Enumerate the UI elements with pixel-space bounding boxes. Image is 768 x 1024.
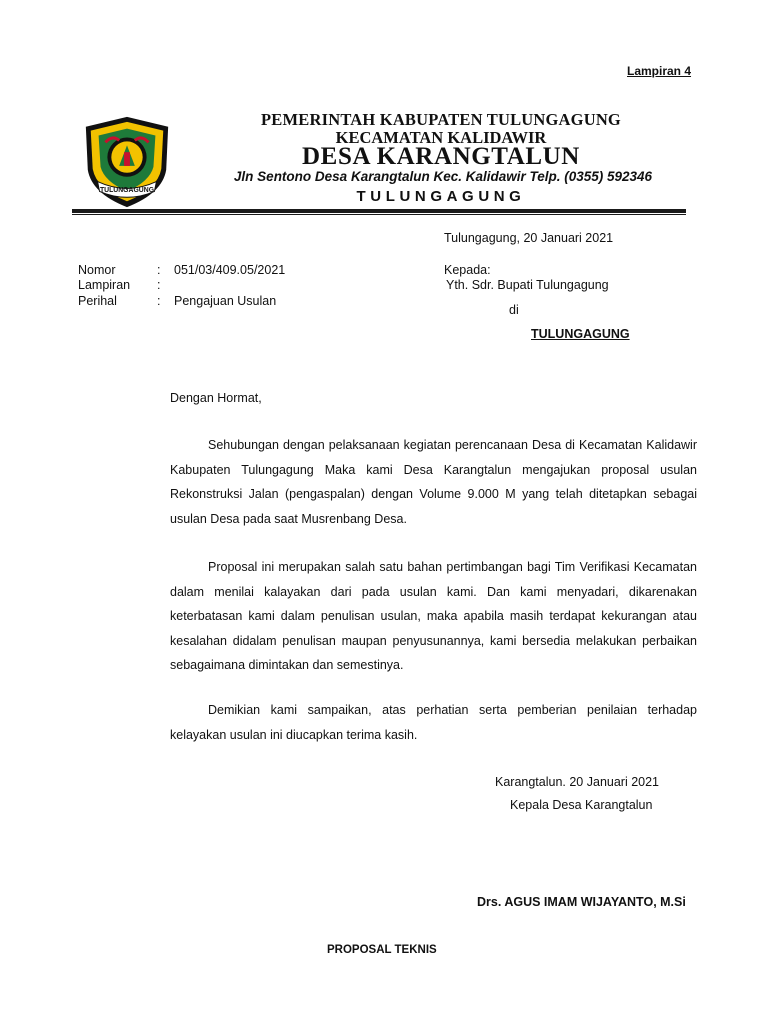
letterhead-village: DESA KARANGTALUN [302,143,580,170]
body-paragraph-1: Sehubungan dengan pelaksanaan kegiatan perencanaan Desa di Kecamatan Kalidawir Kabupaten Tulungagung Maka kami Desa Karangtalun mengajukan proposal usulan Rekonstruksi Jalan (pengaspalan) dengan Volume 9.000 M yang telah ditetapkan sebagai usulan Desa pada saat Musrenbang Desa. [170,438,697,526]
letterhead-address: Jln Sentono Desa Karangtalun Kec. Kalidawir Telp. (0355) 592346 [233,169,653,184]
nomor-value: 051/03/409.05/2021 [174,263,286,277]
regency-emblem-logo [78,113,176,211]
recipient-di: di [509,303,519,317]
recipient-kepada: Kepada: [444,263,491,277]
recipient-place: TULUNGAGUNG [531,327,630,341]
body-paragraph-2: Proposal ini merupakan salah satu bahan pertimbangan bagi Tim Verifikasi Kecamatan dalam menilai kalayakan dari pada usulan kami. Dan kami menyadari, dikarenakan keterbatasan kami dalam penulisan usulan, maka apabila masih terdapat kekurangan atau kesalahan didalam penulisan maupan penyusunannya, kami bersedia melakukan perbaikan sebagaimana dimintakan dan semestinya. [170,560,697,672]
lampiran-label: Lampiran [78,278,131,292]
footer-title: PROPOSAL TEKNIS [327,944,437,956]
nomor-colon: : [157,263,161,277]
lampiran-colon: : [157,278,161,292]
letterhead-divider-thin [72,214,686,215]
closing-position: Kepala Desa Karangtalun [510,798,653,812]
emblem-ribbon-text: TULUNGAGUNG [99,186,155,194]
body-paragraph-3: Demikian kami sampaikan, atas perhatian serta pemberian penilaian terhadap kelayakan usulan ini diucapkan terima kasih. [170,703,697,742]
attachment-label: Lampiran 4 [627,64,692,78]
letter-date: Tulungagung, 20 Januari 2021 [444,231,614,245]
letterhead-divider-thick [72,209,686,213]
perihal-colon: : [157,294,161,308]
salutation: Dengan Hormat, [170,391,262,405]
perihal-label: Perihal [78,294,117,308]
letterhead-city: TULUNGAGUNG [356,188,526,205]
perihal-value: Pengajuan Usulan [174,294,277,308]
signatory-name: Drs. AGUS IMAM WIJAYANTO, M.Si [477,895,686,909]
letterhead-district: KECAMATAN KALIDAWIR [335,128,547,147]
nomor-label: Nomor [78,263,116,277]
closing-place-date: Karangtalun. 20 Januari 2021 [495,775,660,789]
recipient-name: Yth. Sdr. Bupati Tulungagung [446,278,609,292]
letterhead-government: PEMERINTAH KABUPATEN TULUNGAGUNG [261,110,621,129]
